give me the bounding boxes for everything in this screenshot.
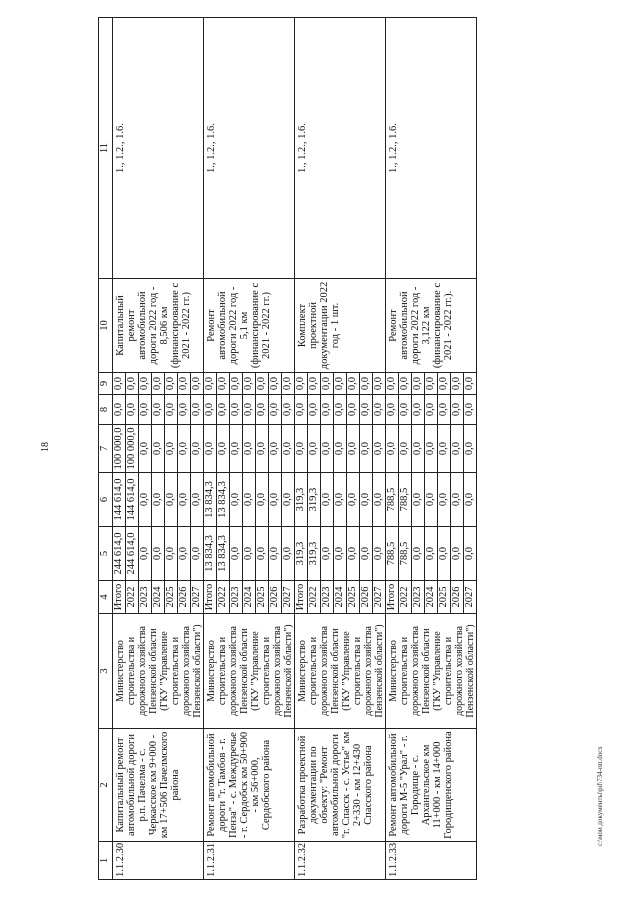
value-cell-col6: 319,3 <box>308 473 321 527</box>
col-header-2: 2 <box>99 729 113 842</box>
result-cell: Ремонт автомобильной дороги 2022 год - 5,1 км (финансирование с 2021 - 2022 гг.) <box>204 279 295 373</box>
table-row <box>386 18 399 880</box>
value-cell-col6: 0,0 <box>425 473 438 527</box>
value-cell-col8: 0,0 <box>256 395 269 425</box>
value-cell-col6: 0,0 <box>165 473 178 527</box>
col-header-4: 4 <box>99 581 113 614</box>
header-row <box>99 18 113 880</box>
year-cell: 2022 <box>399 581 412 614</box>
value-cell-col7: 0,0 <box>334 425 347 473</box>
year-cell: 2023 <box>412 581 425 614</box>
value-cell-col9: 0,0 <box>451 373 464 395</box>
value-cell-col5: 319,3 <box>308 527 321 581</box>
year-cell: 2026 <box>178 581 191 614</box>
year-cell: 2025 <box>438 581 451 614</box>
year-cell: Итого <box>295 581 308 614</box>
value-cell-col9: 0,0 <box>139 373 152 395</box>
value-cell-col9: 0,0 <box>256 373 269 395</box>
value-cell-col9: 0,0 <box>360 373 373 395</box>
value-cell-col8: 0,0 <box>282 395 295 425</box>
result-cell: Ремонт автомобильной дороги 2022 год - 3,122 км (финансирование с 2021 - 2022 гг.). <box>386 279 477 373</box>
item-number: 1.1.2.31. <box>204 842 295 880</box>
value-cell-col5: 13 834,3 <box>204 527 217 581</box>
value-cell-col5: 0,0 <box>269 527 282 581</box>
value-cell-col5: 0,0 <box>451 527 464 581</box>
value-cell-col6: 0,0 <box>412 473 425 527</box>
value-cell-col8: 0,0 <box>334 395 347 425</box>
value-cell-col6: 144 614,0 <box>126 473 139 527</box>
year-cell: 2026 <box>269 581 282 614</box>
col-header-9: 9 <box>99 373 113 395</box>
value-cell-col5: 0,0 <box>373 527 386 581</box>
value-cell-col5: 0,0 <box>282 527 295 581</box>
item-name: Ремонт автомобильной дороги М-5 "Урал" - г. Городище - с. Архангельское км 11+000 - км 14+000 Городищенского района <box>386 729 477 842</box>
value-cell-col5: 0,0 <box>360 527 373 581</box>
value-cell-col7: 0,0 <box>269 425 282 473</box>
value-cell-col7: 0,0 <box>373 425 386 473</box>
value-cell-col5: 788,5 <box>386 527 399 581</box>
value-cell-col8: 0,0 <box>321 395 334 425</box>
value-cell-col8: 0,0 <box>451 395 464 425</box>
table-row <box>204 18 217 880</box>
value-cell-col9: 0,0 <box>165 373 178 395</box>
value-cell-col9: 0,0 <box>191 373 204 395</box>
value-cell-col9: 0,0 <box>347 373 360 395</box>
value-cell-col8: 0,0 <box>438 395 451 425</box>
value-cell-col6: 13 834,3 <box>217 473 230 527</box>
value-cell-col7: 0,0 <box>282 425 295 473</box>
value-cell-col7: 0,0 <box>347 425 360 473</box>
value-cell-col8: 0,0 <box>139 395 152 425</box>
value-cell-col8: 0,0 <box>204 395 217 425</box>
year-cell: 2025 <box>256 581 269 614</box>
value-cell-col6: 0,0 <box>347 473 360 527</box>
value-cell-col8: 0,0 <box>243 395 256 425</box>
value-cell-col8: 0,0 <box>386 395 399 425</box>
value-cell-col9: 0,0 <box>373 373 386 395</box>
value-cell-col6: 0,0 <box>321 473 334 527</box>
indicator-code-cell: 1., 1.2., 1.6. <box>113 18 204 279</box>
value-cell-col6: 0,0 <box>334 473 347 527</box>
value-cell-col9: 0,0 <box>399 373 412 395</box>
year-cell: 2024 <box>425 581 438 614</box>
col-header-6: 6 <box>99 473 113 527</box>
file-path-footer: c:\мои документы\pd\734-пп.docx <box>596 746 604 846</box>
value-cell-col5: 0,0 <box>152 527 165 581</box>
table-body <box>113 18 477 880</box>
year-cell: 2026 <box>360 581 373 614</box>
value-cell-col5: 788,5 <box>399 527 412 581</box>
executor-cell: Министерство строительства и дорожного хозяйства Пензенской области (ГКУ "Управление строительства и дорожного хозяйства Пензенской области") <box>113 614 204 729</box>
value-cell-col9: 0,0 <box>464 373 477 395</box>
value-cell-col5: 13 834,3 <box>217 527 230 581</box>
value-cell-col5: 0,0 <box>191 527 204 581</box>
year-cell: 2023 <box>139 581 152 614</box>
value-cell-col9: 0,0 <box>321 373 334 395</box>
value-cell-col7: 0,0 <box>321 425 334 473</box>
value-cell-col8: 0,0 <box>360 395 373 425</box>
value-cell-col8: 0,0 <box>113 395 126 425</box>
value-cell-col8: 0,0 <box>425 395 438 425</box>
value-cell-col7: 0,0 <box>152 425 165 473</box>
table-row <box>295 18 308 880</box>
value-cell-col9: 0,0 <box>438 373 451 395</box>
value-cell-col6: 144 614,0 <box>113 473 126 527</box>
col-header-3: 3 <box>99 614 113 729</box>
year-cell: 2027 <box>282 581 295 614</box>
value-cell-col8: 0,0 <box>295 395 308 425</box>
result-cell: Комплект проектной документации 2022 год - 1 шт. <box>295 279 386 373</box>
year-cell: Итого <box>113 581 126 614</box>
value-cell-col7: 0,0 <box>464 425 477 473</box>
value-cell-col7: 0,0 <box>230 425 243 473</box>
year-cell: 2027 <box>373 581 386 614</box>
value-cell-col7: 0,0 <box>204 425 217 473</box>
col-header-7: 7 <box>99 425 113 473</box>
value-cell-col8: 0,0 <box>269 395 282 425</box>
value-cell-col7: 0,0 <box>165 425 178 473</box>
value-cell-col8: 0,0 <box>191 395 204 425</box>
year-cell: 2027 <box>191 581 204 614</box>
value-cell-col6: 0,0 <box>256 473 269 527</box>
indicator-code-cell: 1., 1.2., 1.6. <box>295 18 386 279</box>
value-cell-col5: 0,0 <box>412 527 425 581</box>
value-cell-col5: 244 614,0 <box>113 527 126 581</box>
value-cell-col8: 0,0 <box>152 395 165 425</box>
value-cell-col9: 0,0 <box>334 373 347 395</box>
value-cell-col6: 0,0 <box>282 473 295 527</box>
value-cell-col7: 100 000,0 <box>113 425 126 473</box>
value-cell-col5: 0,0 <box>178 527 191 581</box>
indicator-code-cell: 1., 1.2., 1.6. <box>386 18 477 279</box>
value-cell-col6: 0,0 <box>373 473 386 527</box>
value-cell-col5: 0,0 <box>321 527 334 581</box>
value-cell-col6: 0,0 <box>243 473 256 527</box>
value-cell-col9: 0,0 <box>269 373 282 395</box>
year-cell: 2026 <box>451 581 464 614</box>
value-cell-col5: 0,0 <box>256 527 269 581</box>
year-cell: 2024 <box>334 581 347 614</box>
item-number: 1.1.2.32. <box>295 842 386 880</box>
value-cell-col6: 788,5 <box>386 473 399 527</box>
value-cell-col8: 0,0 <box>230 395 243 425</box>
col-header-11: 11 <box>99 18 113 279</box>
value-cell-col6: 0,0 <box>360 473 373 527</box>
year-cell: Итого <box>204 581 217 614</box>
value-cell-col9: 0,0 <box>113 373 126 395</box>
page-number: 18 <box>40 442 51 452</box>
result-cell: Капитальный ремонт автомобильной дороги 2022 год - 8,506 км (финансирование с 2021 - 2022 гг.) <box>113 279 204 373</box>
item-name: Капитальный ремонт автомобильной дороги р.п. Пачелма - с. Черкасское км 9+000 - км 17+506 Пачелмского района <box>113 729 204 842</box>
item-name: Ремонт автомобильной дороги "г. Тамбов - г. Пенза" - с. Междуречье - г. Сердобск км 50+900 - км 56+000, Сердобского района <box>204 729 295 842</box>
value-cell-col7: 0,0 <box>425 425 438 473</box>
value-cell-col8: 0,0 <box>217 395 230 425</box>
value-cell-col8: 0,0 <box>178 395 191 425</box>
year-cell: Итого <box>386 581 399 614</box>
value-cell-col7: 0,0 <box>256 425 269 473</box>
value-cell-col7: 0,0 <box>308 425 321 473</box>
year-cell: 2023 <box>230 581 243 614</box>
value-cell-col6: 0,0 <box>178 473 191 527</box>
indicator-code-cell: 1., 1.2., 1.6. <box>204 18 295 279</box>
value-cell-col7: 0,0 <box>217 425 230 473</box>
item-number: 1.1.2.33. <box>386 842 477 880</box>
value-cell-col7: 0,0 <box>451 425 464 473</box>
col-header-8: 8 <box>99 395 113 425</box>
table-row <box>113 18 126 880</box>
value-cell-col7: 0,0 <box>295 425 308 473</box>
value-cell-col9: 0,0 <box>230 373 243 395</box>
rotated-table-container <box>98 18 582 880</box>
value-cell-col6: 0,0 <box>464 473 477 527</box>
value-cell-col9: 0,0 <box>217 373 230 395</box>
value-cell-col7: 100 000,0 <box>126 425 139 473</box>
value-cell-col8: 0,0 <box>347 395 360 425</box>
executor-cell: Министерство строительства и дорожного хозяйства Пензенской области (ГКУ "Управление строительства и дорожного хозяйства Пензенской области") <box>204 614 295 729</box>
item-name: Разработка проектной документации по объекту: "Ремонт автомобильной дороги "г. Спасск - с. Устье" км 2+330 - км 12+430 Спасского района <box>295 729 386 842</box>
value-cell-col9: 0,0 <box>295 373 308 395</box>
value-cell-col5: 0,0 <box>334 527 347 581</box>
value-cell-col6: 0,0 <box>230 473 243 527</box>
value-cell-col6: 319,3 <box>295 473 308 527</box>
value-cell-col9: 0,0 <box>386 373 399 395</box>
executor-cell: Министерство строительства и дорожного хозяйства Пензенской области (ГКУ "Управление строительства и дорожного хозяйства Пензенской области") <box>386 614 477 729</box>
value-cell-col6: 0,0 <box>438 473 451 527</box>
value-cell-col6: 788,5 <box>399 473 412 527</box>
value-cell-col6: 13 834,3 <box>204 473 217 527</box>
value-cell-col8: 0,0 <box>399 395 412 425</box>
value-cell-col7: 0,0 <box>412 425 425 473</box>
value-cell-col5: 0,0 <box>347 527 360 581</box>
item-number: 1.1.2.30. <box>113 842 204 880</box>
value-cell-col7: 0,0 <box>386 425 399 473</box>
col-header-5: 5 <box>99 527 113 581</box>
value-cell-col9: 0,0 <box>243 373 256 395</box>
value-cell-col8: 0,0 <box>464 395 477 425</box>
value-cell-col9: 0,0 <box>308 373 321 395</box>
year-cell: 2024 <box>152 581 165 614</box>
value-cell-col6: 0,0 <box>269 473 282 527</box>
value-cell-col5: 0,0 <box>464 527 477 581</box>
value-cell-col5: 0,0 <box>165 527 178 581</box>
year-cell: 2025 <box>165 581 178 614</box>
year-cell: 2022 <box>308 581 321 614</box>
value-cell-col5: 319,3 <box>295 527 308 581</box>
value-cell-col8: 0,0 <box>126 395 139 425</box>
value-cell-col7: 0,0 <box>399 425 412 473</box>
col-header-10: 10 <box>99 279 113 373</box>
value-cell-col7: 0,0 <box>139 425 152 473</box>
value-cell-col9: 0,0 <box>126 373 139 395</box>
value-cell-col8: 0,0 <box>308 395 321 425</box>
value-cell-col9: 0,0 <box>412 373 425 395</box>
value-cell-col8: 0,0 <box>412 395 425 425</box>
value-cell-col7: 0,0 <box>191 425 204 473</box>
value-cell-col5: 0,0 <box>139 527 152 581</box>
value-cell-col9: 0,0 <box>282 373 295 395</box>
value-cell-col7: 0,0 <box>243 425 256 473</box>
value-cell-col9: 0,0 <box>178 373 191 395</box>
program-table <box>98 17 477 880</box>
value-cell-col5: 0,0 <box>243 527 256 581</box>
year-cell: 2027 <box>464 581 477 614</box>
value-cell-col9: 0,0 <box>152 373 165 395</box>
col-header-1: 1 <box>99 842 113 880</box>
value-cell-col5: 0,0 <box>438 527 451 581</box>
value-cell-col7: 0,0 <box>438 425 451 473</box>
value-cell-col9: 0,0 <box>425 373 438 395</box>
year-cell: 2024 <box>243 581 256 614</box>
value-cell-col8: 0,0 <box>165 395 178 425</box>
value-cell-col6: 0,0 <box>139 473 152 527</box>
value-cell-col7: 0,0 <box>178 425 191 473</box>
value-cell-col6: 0,0 <box>152 473 165 527</box>
year-cell: 2022 <box>217 581 230 614</box>
value-cell-col5: 244 614,0 <box>126 527 139 581</box>
executor-cell: Министерство строительства и дорожного хозяйства Пензенской области (ГКУ "Управление строительства и дорожного хозяйства Пензенской области") <box>295 614 386 729</box>
value-cell-col9: 0,0 <box>204 373 217 395</box>
value-cell-col8: 0,0 <box>373 395 386 425</box>
value-cell-col7: 0,0 <box>360 425 373 473</box>
value-cell-col6: 0,0 <box>191 473 204 527</box>
year-cell: 2022 <box>126 581 139 614</box>
value-cell-col5: 0,0 <box>230 527 243 581</box>
year-cell: 2025 <box>347 581 360 614</box>
year-cell: 2023 <box>321 581 334 614</box>
value-cell-col5: 0,0 <box>425 527 438 581</box>
value-cell-col6: 0,0 <box>451 473 464 527</box>
